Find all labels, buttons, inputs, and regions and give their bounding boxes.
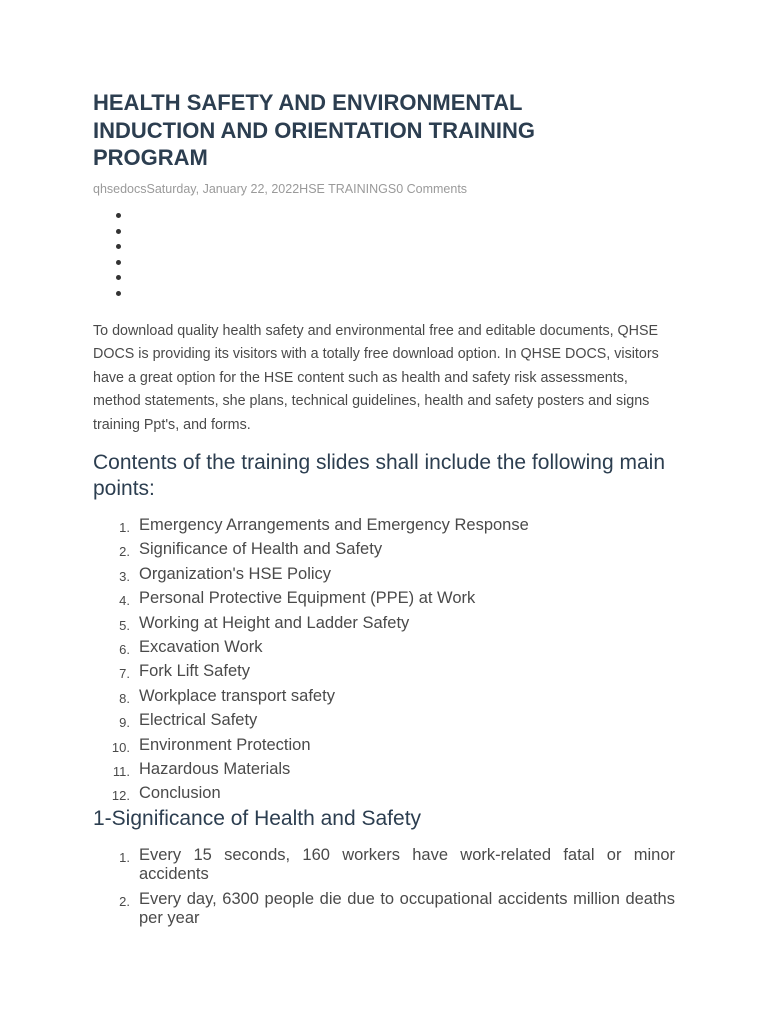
list-item <box>93 734 529 758</box>
list-item-number: 2. <box>119 894 130 909</box>
list-item <box>93 514 529 538</box>
post-category-link[interactable]: HSE TRAININGS <box>299 182 397 196</box>
list-item-number: 4. <box>119 593 130 609</box>
list-item <box>93 636 529 660</box>
list-item-text: Hazardous Materials <box>139 759 291 778</box>
post-author-link[interactable]: qhsedocs <box>93 182 147 196</box>
list-item-number: 5. <box>119 617 130 633</box>
list-item-text: Significance of Health and Safety <box>139 540 383 559</box>
list-item-text: Conclusion <box>139 784 221 803</box>
article-title: HEALTH SAFETY AND ENVIRONMENTAL INDUCTION AND ORIENTATION TRAINING PROGRAM <box>93 90 536 170</box>
list-item <box>93 587 529 611</box>
post-date: Saturday, January 22, 2022 <box>146 182 300 196</box>
list-item-text: Working at Height and Ladder Safety <box>139 613 410 632</box>
list-item <box>93 782 529 806</box>
list-item-number: 10. <box>111 739 130 755</box>
list-item-text: Emergency Arrangements and Emergency Response <box>139 516 529 534</box>
list-item-text: Every 15 seconds, 160 workers have work-related fatal or minor accidents <box>139 846 675 883</box>
list-item <box>93 563 529 587</box>
list-item <box>93 660 529 684</box>
post-comments-link[interactable]: 0 Comments <box>396 182 468 196</box>
list-item-text: Electrical Safety <box>139 711 258 730</box>
list-item <box>93 846 675 884</box>
list-item-text: Personal Protective Equipment (PPE) at Work <box>139 589 476 608</box>
list-item-text: Every day, 6300 people die due to occupational accidents million deaths per year <box>139 890 675 927</box>
list-item <box>93 538 529 562</box>
list-item-number: 12. <box>111 788 130 804</box>
list-item-number: 8. <box>119 690 130 706</box>
list-item <box>93 685 529 709</box>
list-item-number: 1. <box>119 520 130 535</box>
contents-heading: Contents of the training slides shall include the following main points: <box>93 451 665 500</box>
list-item-number: 11. <box>112 763 130 779</box>
list-item-number: 2. <box>119 544 130 560</box>
list-item-number: 6. <box>119 641 130 657</box>
intro-paragraph: To download quality health safety and environmental free and editable documents, QHSE DOCS is providing its visitors with a totally free download option. In QHSE DOCS, visitors have a great option for the HSE content such as health and safety risk assessments, method statements, she plans, technical guidelines, health and safety posters and signs training Ppt's, and forms. <box>93 323 659 433</box>
list-item-text: Organization's HSE Policy <box>139 564 332 583</box>
list-item-number: 7. <box>119 666 130 682</box>
post-meta <box>93 181 467 197</box>
list-item-text: Fork Lift Safety <box>139 662 250 681</box>
list-item <box>93 890 675 928</box>
significance-list <box>93 846 675 934</box>
list-item-text: Excavation Work <box>139 637 263 656</box>
section-heading-significance: 1-Significance of Health and Safety <box>93 807 422 830</box>
contents-list <box>93 514 529 807</box>
list-item <box>93 612 529 636</box>
list-item-text: Workplace transport safety <box>139 686 335 705</box>
list-item-number: 9. <box>119 715 130 731</box>
list-item <box>93 709 529 733</box>
list-item-number: 3. <box>119 568 130 584</box>
list-item-text: Environment Protection <box>139 735 311 754</box>
list-item-number: 1. <box>119 850 130 865</box>
list-item <box>93 758 529 782</box>
